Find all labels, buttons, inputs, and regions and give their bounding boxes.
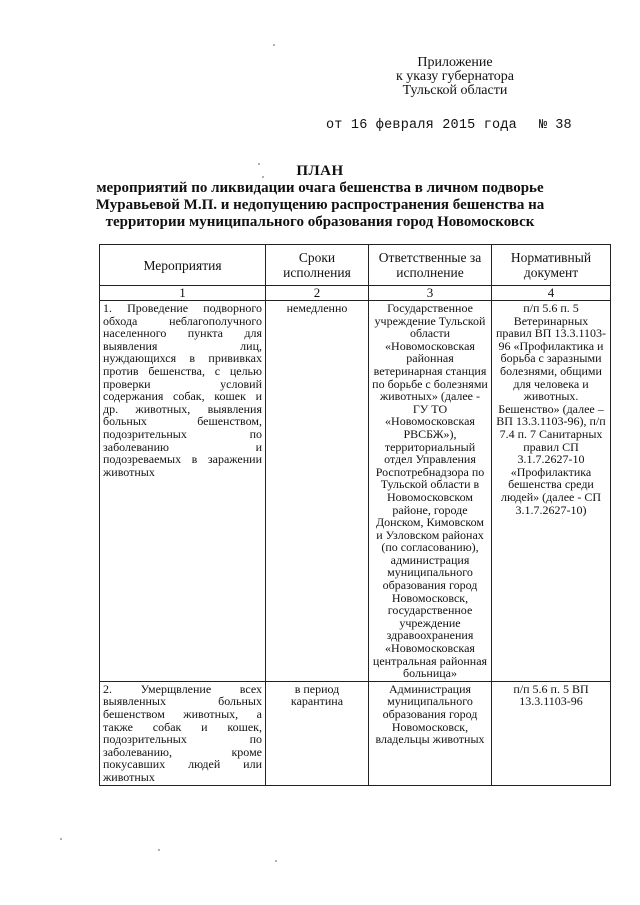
title-heading: ПЛАН (296, 163, 344, 179)
measure-line: подозреваемых в заражении (103, 452, 262, 467)
scan-speck (273, 44, 275, 46)
measure-line: заболеванию, кроме (103, 744, 262, 759)
measure-line: против бешенства, с целью (103, 363, 262, 378)
table-row (100, 681, 611, 785)
document-cell: п/п 5.6 п. 5 Ветеринарных правил ВП 13.3.1103-96 «Профилактика и борьба с заразными болезнями, общими для человека и животных. Бешенство» (далее – ВП 13.3.1103-96), п/п 7.4 п. 7 Санитарных правил СП 3.1.7.2627-10 «Профилактика бешенства среди людей» (далее - СП 3.1.7.2627-10) (492, 301, 611, 682)
table-row (100, 301, 611, 682)
number-label: № (538, 118, 548, 133)
measure-line: населенного пункта для (103, 326, 262, 341)
column-number-row (100, 286, 611, 301)
decree-number: 38 (555, 118, 572, 133)
document-cell: п/п 5.6 п. 5 ВП 13.3.1103-96 (492, 681, 611, 785)
measure-line: больных бешенством, (103, 414, 262, 429)
measure-line: покусавших людей или (103, 757, 262, 772)
measure-line: др. животных, выявления (103, 401, 262, 416)
column-number: 4 (492, 286, 611, 301)
appendix-line-3: Тульской области (402, 83, 508, 98)
appendix-line-2: к указу губернатора (395, 69, 515, 84)
table-header-row (100, 245, 611, 286)
measure-line: животных (103, 464, 155, 479)
scan-speck (158, 849, 160, 851)
measure-line: содержания собак, кошек и (103, 389, 262, 404)
measure-line: выявления лиц, (103, 338, 262, 353)
measure-line: 1. Проведение подворного (103, 301, 262, 315)
responsible-cell: Государственное учреждение Тульской области «Новомосковская районная ветеринарная станция по борьбе с болезнями животных» (далее - ГУ ТО «Новомосковская РВСБЖ»), территориальный отдел Управления Роспотребнадзора по Тульской области в Новомосковском районе, городе Донском, Кимовском и Узловском районах (по согласованию), администрация муниципального образования город Новомосковск, государственное учреждение здравоохранения «Новомосковская центральная районная больница» (369, 301, 492, 682)
responsible-cell: Администрация муниципального образования город Новомосковск, владельцы животных (369, 681, 492, 785)
title-line-2: Муравьевой М.П. и недопущению распространения бешенства на (95, 197, 545, 213)
title-line-3: территории муниципального образования город Новомосковск (105, 214, 535, 230)
measure-line: нуждающихся в прививках (103, 351, 262, 366)
column-number: 2 (266, 286, 369, 301)
plan-table (99, 244, 611, 786)
title-line-1: мероприятий по ликвидации очага бешенства в личном подворье (96, 180, 544, 196)
column-number: 1 (100, 286, 266, 301)
measure-line: животных (103, 769, 155, 784)
measure-line: выявленных больных (103, 694, 262, 709)
dateline (326, 118, 572, 133)
scan-speck (262, 176, 264, 178)
deadline-cell: в период карантина (266, 681, 369, 785)
measure-line: подозрительных по (103, 426, 262, 441)
measure-line: также собак и кошек, (103, 719, 262, 734)
measure-line: проверки условий (103, 376, 262, 391)
header-responsible: Ответственные за исполнение (369, 245, 492, 286)
header-deadline: Сроки исполнения (266, 245, 369, 286)
measure-cell (100, 681, 266, 785)
scan-speck (275, 860, 277, 862)
header-measures: Мероприятия (100, 245, 266, 286)
appendix-line-1: Приложение (417, 55, 493, 70)
measure-line: бешенством животных, а (103, 707, 262, 721)
header-document: Нормативный документ (492, 245, 611, 286)
measure-line: 2. Умерщвление всех (103, 681, 262, 696)
decree-date: от 16 февраля 2015 года (326, 118, 517, 133)
measure-line: заболеванию и (103, 439, 262, 454)
appendix-block (350, 56, 560, 98)
measure-cell (100, 301, 266, 682)
column-number: 3 (369, 286, 492, 301)
deadline-cell: немедленно (266, 301, 369, 682)
document-title (60, 163, 580, 231)
measure-line: обхода неблагополучного (103, 313, 262, 328)
scan-speck (60, 838, 62, 840)
measure-line: подозрительных по (103, 732, 262, 747)
scan-speck (258, 163, 260, 165)
